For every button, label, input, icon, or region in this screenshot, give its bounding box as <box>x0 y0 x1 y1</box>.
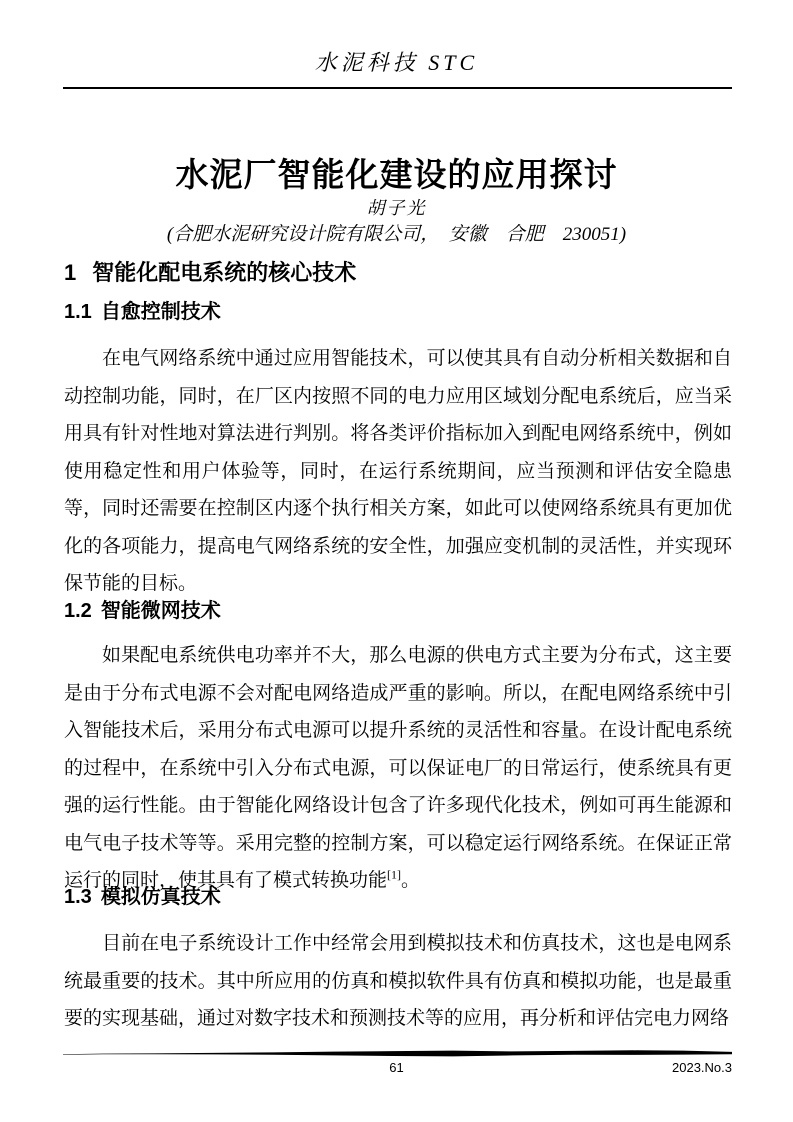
reference-marker: [1] <box>387 867 402 882</box>
footer-rule <box>63 1049 732 1059</box>
article-title: 水泥厂智能化建设的应用探讨 <box>175 156 618 194</box>
journal-header: 水泥科技 STC <box>314 50 479 75</box>
subsection-title: 自愈控制技术 <box>100 301 221 323</box>
paragraph-text: 如果配电系统供电功率并不大，那么电源的供电方式主要为分布式，这主要是由于分布式电源不会对配电网络造成严重的影响。所以，在配电网络系统中引入智能技术后，采用分布式电源可以提升系统的灵活性和容量。在设计配电系统的过程中，在系统中引入分布式电源，可以保证电厂的日常运行，使系统具有更强的运行性能。由于智能化网络设计包含了许多现代化技术，例如可再生能源和电气电子技术等等。采用完整的控制方案，可以稳定运行网络系统。在保证正常运行的同时，使其具有了模式转换功能 <box>64 645 732 891</box>
article-affiliation: (合肥水泥研究设计院有限公司， 安徽 合肥 230051) <box>166 224 627 245</box>
header-rule <box>63 87 732 89</box>
subsection-number: 1.1 <box>64 301 92 323</box>
subsection-title: 智能微网技术 <box>100 600 221 622</box>
subsection-heading-1 <box>64 295 732 324</box>
paragraph-microgrid <box>64 637 732 900</box>
section-heading <box>64 256 732 287</box>
paragraph-self-healing: 在电气网络系统中通过应用智能技术，可以使其具有自动分析相关数据和自动控制功能，同时，在厂区内按照不同的电力应用区域划分配电系统后，应当采用具有针对性地对算法进行判别。将各类评价指标加入到配电网络系统中，例如使用稳定性和用户体验等，同时，在运行系统期间，应当预测和评估安全隐患等，同时还需要在控制区内逐个执行相关方案，如此可以使网络系统具有更加优化的各项能力，提高电气网络系统的安全性，加强应变机制的灵活性，并实现环保节能的目标。 <box>64 348 732 594</box>
article-author: 胡子光 <box>366 198 427 218</box>
subsection-heading-3 <box>64 880 732 909</box>
subsection-number: 1.3 <box>64 886 92 908</box>
subsection-number: 1.2 <box>64 600 92 622</box>
footer-issue-label: 2023.No.3 <box>672 1060 732 1075</box>
section-title: 智能化配电系统的核心技术 <box>92 260 357 285</box>
paragraph-text-end: 。 <box>401 870 421 891</box>
paragraph-simulation: 目前在电子系统设计工作中经常会用到模拟技术和仿真技术，这也是电网系统最重要的技术。其中所应用的仿真和模拟软件具有仿真和模拟功能，也是最重要的实现基础，通过对数字技术和预测技术等的应用，再分析和评估完电力网络 <box>64 933 732 1029</box>
section-number: 1 <box>64 260 77 285</box>
subsection-title: 模拟仿真技术 <box>100 886 221 908</box>
subsection-heading-2 <box>64 594 732 623</box>
footer-page-number: 61 <box>389 1060 404 1075</box>
